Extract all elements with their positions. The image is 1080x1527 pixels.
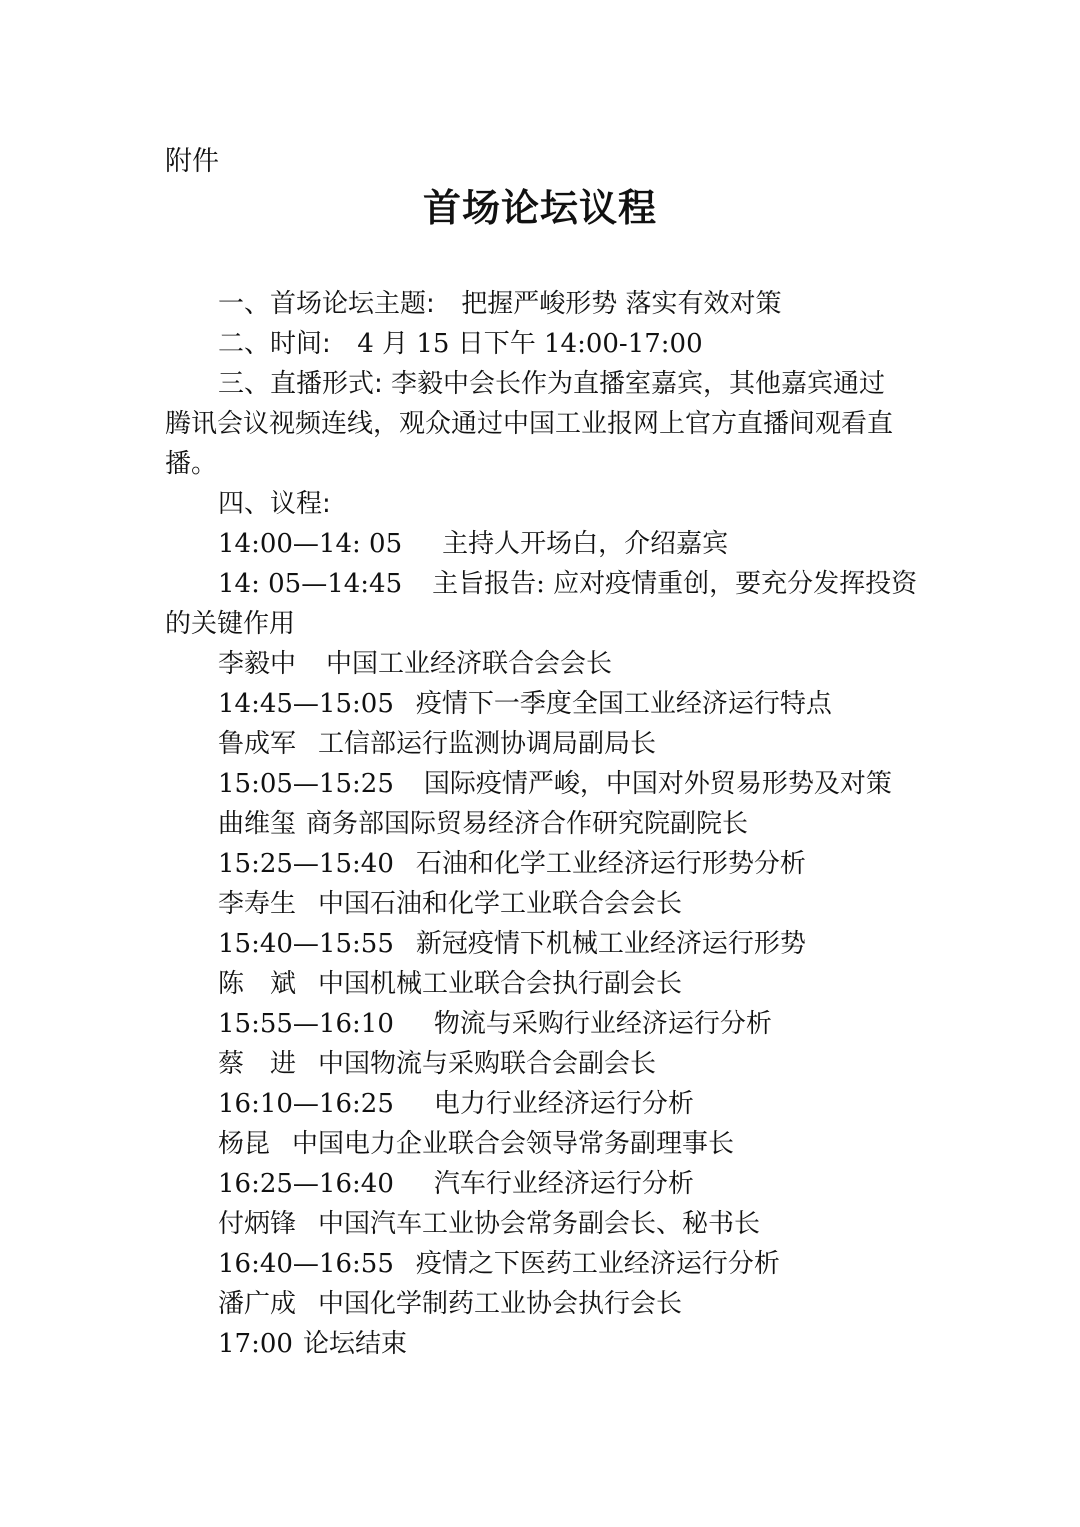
section-broadcast [218, 364, 885, 404]
speaker-name: 杨昆 [218, 1129, 271, 1159]
speaker-name: 曲维玺 [218, 809, 297, 839]
section-theme [218, 284, 782, 324]
speaker-role: 中国物流与采购联合会副会长 [318, 1049, 657, 1079]
speaker-role: 商务部国际贸易经济合作研究院副院长 [306, 809, 749, 839]
agenda-speaker [218, 1044, 656, 1084]
agenda-speaker [218, 884, 682, 924]
speaker-role: 中国石油和化学工业联合会会长 [318, 889, 683, 919]
section-time-text: 4 月 15 日下午 14:00-17:00 [357, 329, 703, 359]
agenda-item [218, 764, 892, 804]
agenda-topic: 主旨报告: 应对疫情重创，要充分发挥投资 [432, 569, 918, 599]
speaker-role: 中国电力企业联合会领导常务副理事长 [292, 1129, 735, 1159]
speaker-name: 潘广成 [218, 1289, 297, 1319]
agenda-time: 14:45—15:05 [218, 689, 394, 719]
agenda-topic: 主持人开场白，介绍嘉宾 [442, 529, 729, 559]
section-broadcast-line2: 腾讯会议视频连线，观众通过中国工业报网上官方直播间观看直 [165, 409, 894, 439]
speaker-name: 李毅中 [218, 649, 297, 679]
section-time-label: 二、时间: [218, 329, 331, 359]
agenda-item [218, 1244, 780, 1284]
agenda-topic: 论坛结束 [302, 1329, 407, 1359]
agenda-speaker [218, 724, 656, 764]
agenda-topic: 国际疫情严峻，中国对外贸易形势及对策 [423, 769, 892, 799]
section-broadcast-label: 三、直播形式: [218, 369, 383, 399]
agenda-time: 14:00—14: 05 [218, 529, 403, 559]
agenda-time: 15:55—16:10 [218, 1009, 394, 1039]
speaker-name: 鲁成军 [218, 729, 297, 759]
agenda-speaker [218, 644, 612, 684]
section-agenda-label: 四、议程: [218, 489, 331, 519]
section-time [218, 324, 703, 364]
section-broadcast-line3: 播。 [165, 449, 218, 479]
speaker-name: 蔡 进 [218, 1049, 297, 1079]
speaker-name: 陈 斌 [218, 969, 297, 999]
speaker-role: 工信部运行监测协调局副局长 [318, 729, 657, 759]
agenda-topic: 汽车行业经济运行分析 [433, 1169, 694, 1199]
page-title: 首场论坛议程 [422, 185, 657, 230]
section-theme-text: 把握严峻形势 落实有效对策 [461, 289, 782, 319]
agenda-time: 15:40—15:55 [218, 929, 394, 959]
agenda-item [218, 564, 917, 604]
speaker-role: 中国化学制药工业协会执行会长 [318, 1289, 683, 1319]
agenda-topic: 石油和化学工业经济运行形势分析 [415, 849, 806, 879]
agenda-item [218, 1164, 694, 1204]
speaker-role: 中国工业经济联合会会长 [326, 649, 613, 679]
agenda-speaker [218, 804, 748, 844]
agenda-speaker [218, 1124, 734, 1164]
agenda-topic: 物流与采购行业经济运行分析 [433, 1009, 772, 1039]
agenda-item [218, 844, 806, 884]
agenda-end [218, 1324, 407, 1364]
agenda-item [218, 1084, 694, 1124]
speaker-role: 中国机械工业联合会执行副会长 [318, 969, 683, 999]
speaker-role: 中国汽车工业协会常务副会长、秘书长 [318, 1209, 761, 1239]
agenda-topic: 新冠疫情下机械工业经济运行形势 [415, 929, 806, 959]
agenda-time: 15:25—15:40 [218, 849, 394, 879]
agenda-topic: 疫情之下医药工业经济运行分析 [415, 1249, 780, 1279]
agenda-time: 14: 05—14:45 [218, 569, 403, 599]
speaker-name: 李寿生 [218, 889, 297, 919]
agenda-time: 17:00 [218, 1329, 293, 1359]
agenda-topic-continued: 的关键作用 [165, 609, 296, 639]
agenda-time: 16:40—16:55 [218, 1249, 394, 1279]
agenda-item [218, 1004, 772, 1044]
speaker-name: 付炳锋 [218, 1209, 297, 1239]
agenda-speaker [218, 1284, 682, 1324]
section-broadcast-line1: 李毅中会长作为直播室嘉宾，其他嘉宾通过 [391, 369, 886, 399]
section-theme-label: 一、首场论坛主题: [218, 289, 435, 319]
agenda-time: 15:05—15:25 [218, 769, 394, 799]
attachment-label: 附件 [165, 146, 219, 177]
agenda-item [218, 684, 832, 724]
agenda-topic: 疫情下一季度全国工业经济运行特点 [415, 689, 832, 719]
agenda-item [218, 524, 728, 564]
agenda-item [218, 924, 806, 964]
agenda-time: 16:10—16:25 [218, 1089, 394, 1119]
agenda-topic: 电力行业经济运行分析 [433, 1089, 694, 1119]
agenda-time: 16:25—16:40 [218, 1169, 394, 1199]
agenda-speaker [218, 964, 682, 1004]
agenda-speaker [218, 1204, 760, 1244]
